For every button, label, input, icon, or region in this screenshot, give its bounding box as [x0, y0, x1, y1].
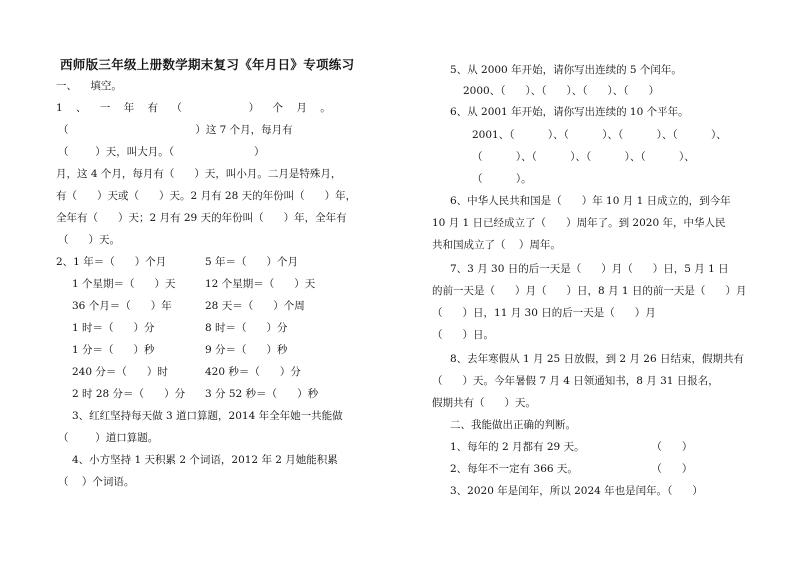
- q3-line: 3、红红坚持每天做 3 道口算题，2014 年全年她一共能做: [72, 410, 343, 422]
- q8-line: （ ）天。今年暑假 7 月 4 日领通知书，8 月 31 日报名，: [432, 375, 719, 387]
- q2-line-col2: 8 时＝（ ）分: [205, 322, 288, 334]
- q2-line: 2 时 28 分＝（ ）分: [72, 388, 186, 400]
- q6-line: 6、从 2001 年开始，请你写出连续的 10 个平年。: [450, 106, 689, 118]
- q8-line: 8、去年寒假从 1 月 25 日放假，到 2 月 26 日结束，假期共有: [450, 353, 744, 365]
- q2-line-col2: 28 天＝（ ）个周: [205, 300, 305, 312]
- section-judge-heading: 二、我能做出正确的判断。: [450, 419, 576, 431]
- q1-line: 月，这 4 个月，每月有（ ）天，叫小月。二月是特殊月，: [56, 168, 342, 180]
- page-title: 西师版三年级上册数学期末复习《年月日》专项练习: [60, 57, 355, 72]
- section-fill-blank-heading: 一、 填空。: [56, 80, 122, 92]
- q2-line: 1 分＝（ ）秒: [72, 344, 155, 356]
- q6b-line: 共和国成立了（ ）周年。: [432, 239, 561, 251]
- q1-line: （ ）这 7 个月，每月有: [58, 124, 293, 136]
- q2-line: 1 个星期＝（ ）天: [72, 278, 176, 290]
- q6-line: 2001、（ ）、（ ）、（ ）、（ ）、: [472, 129, 727, 141]
- q6-line: （ ）。: [472, 173, 532, 185]
- q1-line: 有（ ）天或（ ）天。2 月有 28 天的年份叫（ ）年，: [56, 190, 357, 202]
- q2-line-col2: 3 分 52 秒＝（ ）秒: [205, 388, 319, 400]
- q2-line-col2: 12 个星期＝（ ）天: [205, 278, 316, 290]
- judge-item: 1、每年的 2 月都有 29 天。 （ ）: [450, 441, 693, 453]
- q6b-line: 6、中华人民共和国是（ ）年 10 月 1 日成立的，到今年: [450, 195, 731, 207]
- q7-line: （ ）日。: [432, 329, 495, 341]
- q6b-line: 10 月 1 日已经成立了（ ）周年了。到 2020 年，中华人民: [432, 217, 726, 229]
- q4-line: （ ）个词语。: [58, 476, 135, 488]
- q1-line: 1 、 一 年 有 （ ） 个 月 。: [56, 102, 331, 114]
- q2-line-col2: 9 分＝（ ）秒: [205, 344, 288, 356]
- q4-line: 4、小方坚持 1 天积累 2 个词语，2012 年 2 月她能积累: [72, 454, 338, 466]
- q8-line: 假期共有（ ）天。: [432, 397, 537, 409]
- q2-line-col2: 5 年＝（ ）个月: [205, 256, 299, 268]
- q1-line: （ ）天。: [58, 234, 121, 246]
- q7-line: 7、3 月 30 日的后一天是（ ）月（ ）日，5 月 1 日: [450, 263, 729, 275]
- q1-line: （ ）天，叫大月。（ ）: [58, 146, 265, 158]
- q1-line: 全年有（ ）天；2 月有 29 天的年份叫（ ）年，全年有: [56, 212, 347, 224]
- q6-line: （ ）、（ ）、（ ）、（ ）、: [472, 151, 695, 163]
- q5-line: 5、从 2000 年开始，请你写出连续的 5 个闰年。: [450, 64, 682, 76]
- q7-line: （ ）日，11 月 30 日的后一天是（ ）月: [432, 307, 656, 319]
- q2-line: 1 时＝（ ）分: [72, 322, 155, 334]
- q7-line: 的前一天是（ ）月（ ）日，8 月 1 日的前一天是（ ）月: [432, 285, 747, 297]
- q3-line: （ ）道口算题。: [58, 432, 159, 444]
- q5-line: 2000、（ ）、（ ）、（ ）、（ ）: [463, 85, 660, 97]
- q2-line: 240 分＝（ ）时: [72, 366, 168, 378]
- q2-line: 2、1 年＝（ ）个月: [56, 256, 167, 268]
- judge-item: 3、2020 年是闰年，所以 2024 年也是闰年。（ ）: [450, 485, 703, 497]
- judge-item: 2、每年不一定有 366 天。 （ ）: [450, 463, 693, 475]
- q2-line: 36 个月＝（ ）年: [72, 300, 172, 312]
- q2-line-col2: 420 秒＝（ ）分: [205, 366, 301, 378]
